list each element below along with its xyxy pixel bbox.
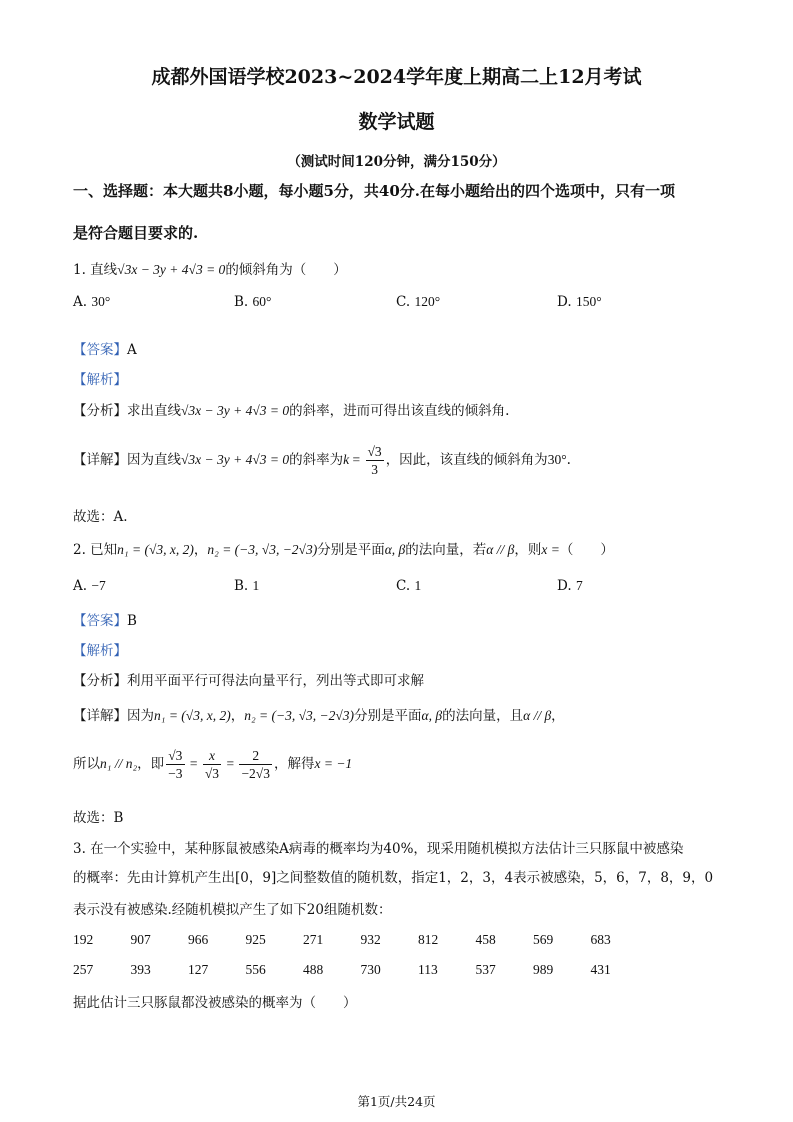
q3-line1: 3. 在一个实验中，某种豚鼠被感染A病毒的概率均为40%，现采用随机模拟方法估计三只豚鼠中被感染 xyxy=(73,841,684,857)
q2-n2: n₂ = (−3, √3, −2√3) xyxy=(207,542,318,557)
q2-n1: n₁ = (√3, x, 2) xyxy=(117,542,194,557)
q2-option-b: B. 1 xyxy=(234,578,260,594)
q1-stem xyxy=(73,258,347,278)
document-title: 成都外国语学校2023~2024学年度上期高二上12月考试 xyxy=(151,66,642,88)
document-subtitle: 数学试题 xyxy=(358,111,435,133)
q1-analysis-tag: 【解析】 xyxy=(73,372,127,388)
q3-line2: 的概率：先由计算机产生出[0，9]之间整数值的随机数，指定1，2，3，4表示被感染，5，6，7，8，9，0 xyxy=(73,870,714,886)
q2-frac-1: $\frac{√3}{-3}$ xyxy=(168,748,183,781)
q2-frac-3: $\frac{2}{-2√3}$ xyxy=(241,748,270,781)
q1-choose: 故选：A. xyxy=(73,509,128,525)
q2-choose: 故选：B xyxy=(73,810,124,826)
q1-prefix: 1. 直线 xyxy=(73,262,118,278)
q2-option-d: D. 7 xyxy=(557,578,583,594)
q3-line3: 表示没有被感染.经随机模拟产生了如下20组随机数： xyxy=(73,902,392,918)
section-heading-line2: 是符合题目要求的. xyxy=(73,224,199,242)
answer-tag: 【答案】 xyxy=(73,613,127,629)
q1-equation: √3x − 3y + 4√3 = 0 xyxy=(117,262,226,277)
page-number: 第1页/共24页 xyxy=(357,1094,436,1109)
q1-fenxi: 【分析】求出直线√3x − 3y + 4√3 = 0的斜率，进而可得出该直线的倾斜角. xyxy=(73,403,510,419)
q2-answer: 【答案】B xyxy=(73,613,137,629)
q2-so: 所以n₁ // n₂，即 $\frac{√3}{-3}$ = $\frac{x}{√3}$ = $\frac{2}{-2√3}$ ，解得x = −1 xyxy=(73,748,353,781)
q3-random-row-1: 192 907 966 925 271 932 812 458 569 683 xyxy=(73,932,611,947)
q1-option-c: C. 120° xyxy=(396,294,441,310)
q2-frac-2: $\frac{x}{√3}$ xyxy=(204,748,220,781)
q1-suffix: 的倾斜角为（ ） xyxy=(225,262,347,278)
q1-answer: 【答案】A xyxy=(73,342,137,358)
section-heading-line1: 一、选择题：本大题共8小题，每小题5分，共40分.在每小题给出的四个选项中，只有一项 xyxy=(73,182,675,200)
time-note: （测试时间120分钟，满分150分） xyxy=(287,154,506,170)
q1-option-d: D. 150° xyxy=(557,294,602,310)
q2-option-c: C. 1 xyxy=(396,578,422,594)
q3-random-row-2: 257 393 127 556 488 730 113 537 989 431 xyxy=(73,962,611,977)
q2-analysis-tag: 【解析】 xyxy=(73,643,127,659)
q2-fenxi: 【分析】利用平面平行可得法向量平行，列出等式即可求解 xyxy=(73,673,424,689)
q1-option-a: A. 30° xyxy=(73,294,111,310)
q2-detail: 【详解】因为n₁ = (√3, x, 2)，n₂ = (−3, √3, −2√3)分别是平面α, β的法向量，且α // β， xyxy=(73,708,565,724)
q1-detail: 【详解】因为直线√3x − 3y + 4√3 = 0的斜率为k = $\frac{√3}{3}$ ，因此，该直线的倾斜角为30°. xyxy=(73,444,571,477)
q1-k-fraction: $\frac{√3}{3}$ xyxy=(367,444,382,477)
q2-option-a: A. −7 xyxy=(73,578,106,594)
q2-stem: 2. 已知n₁ = (√3, x, 2)，n₂ = (−3, √3, −2√3)分别是平面α, β的法向量，若α // β，则x =（ ） xyxy=(73,542,614,558)
q1-option-b: B. 60° xyxy=(234,294,272,310)
q3-question: 据此估计三只豚鼠都没被感染的概率为（ ） xyxy=(73,995,357,1011)
answer-tag: 【答案】 xyxy=(73,342,127,358)
